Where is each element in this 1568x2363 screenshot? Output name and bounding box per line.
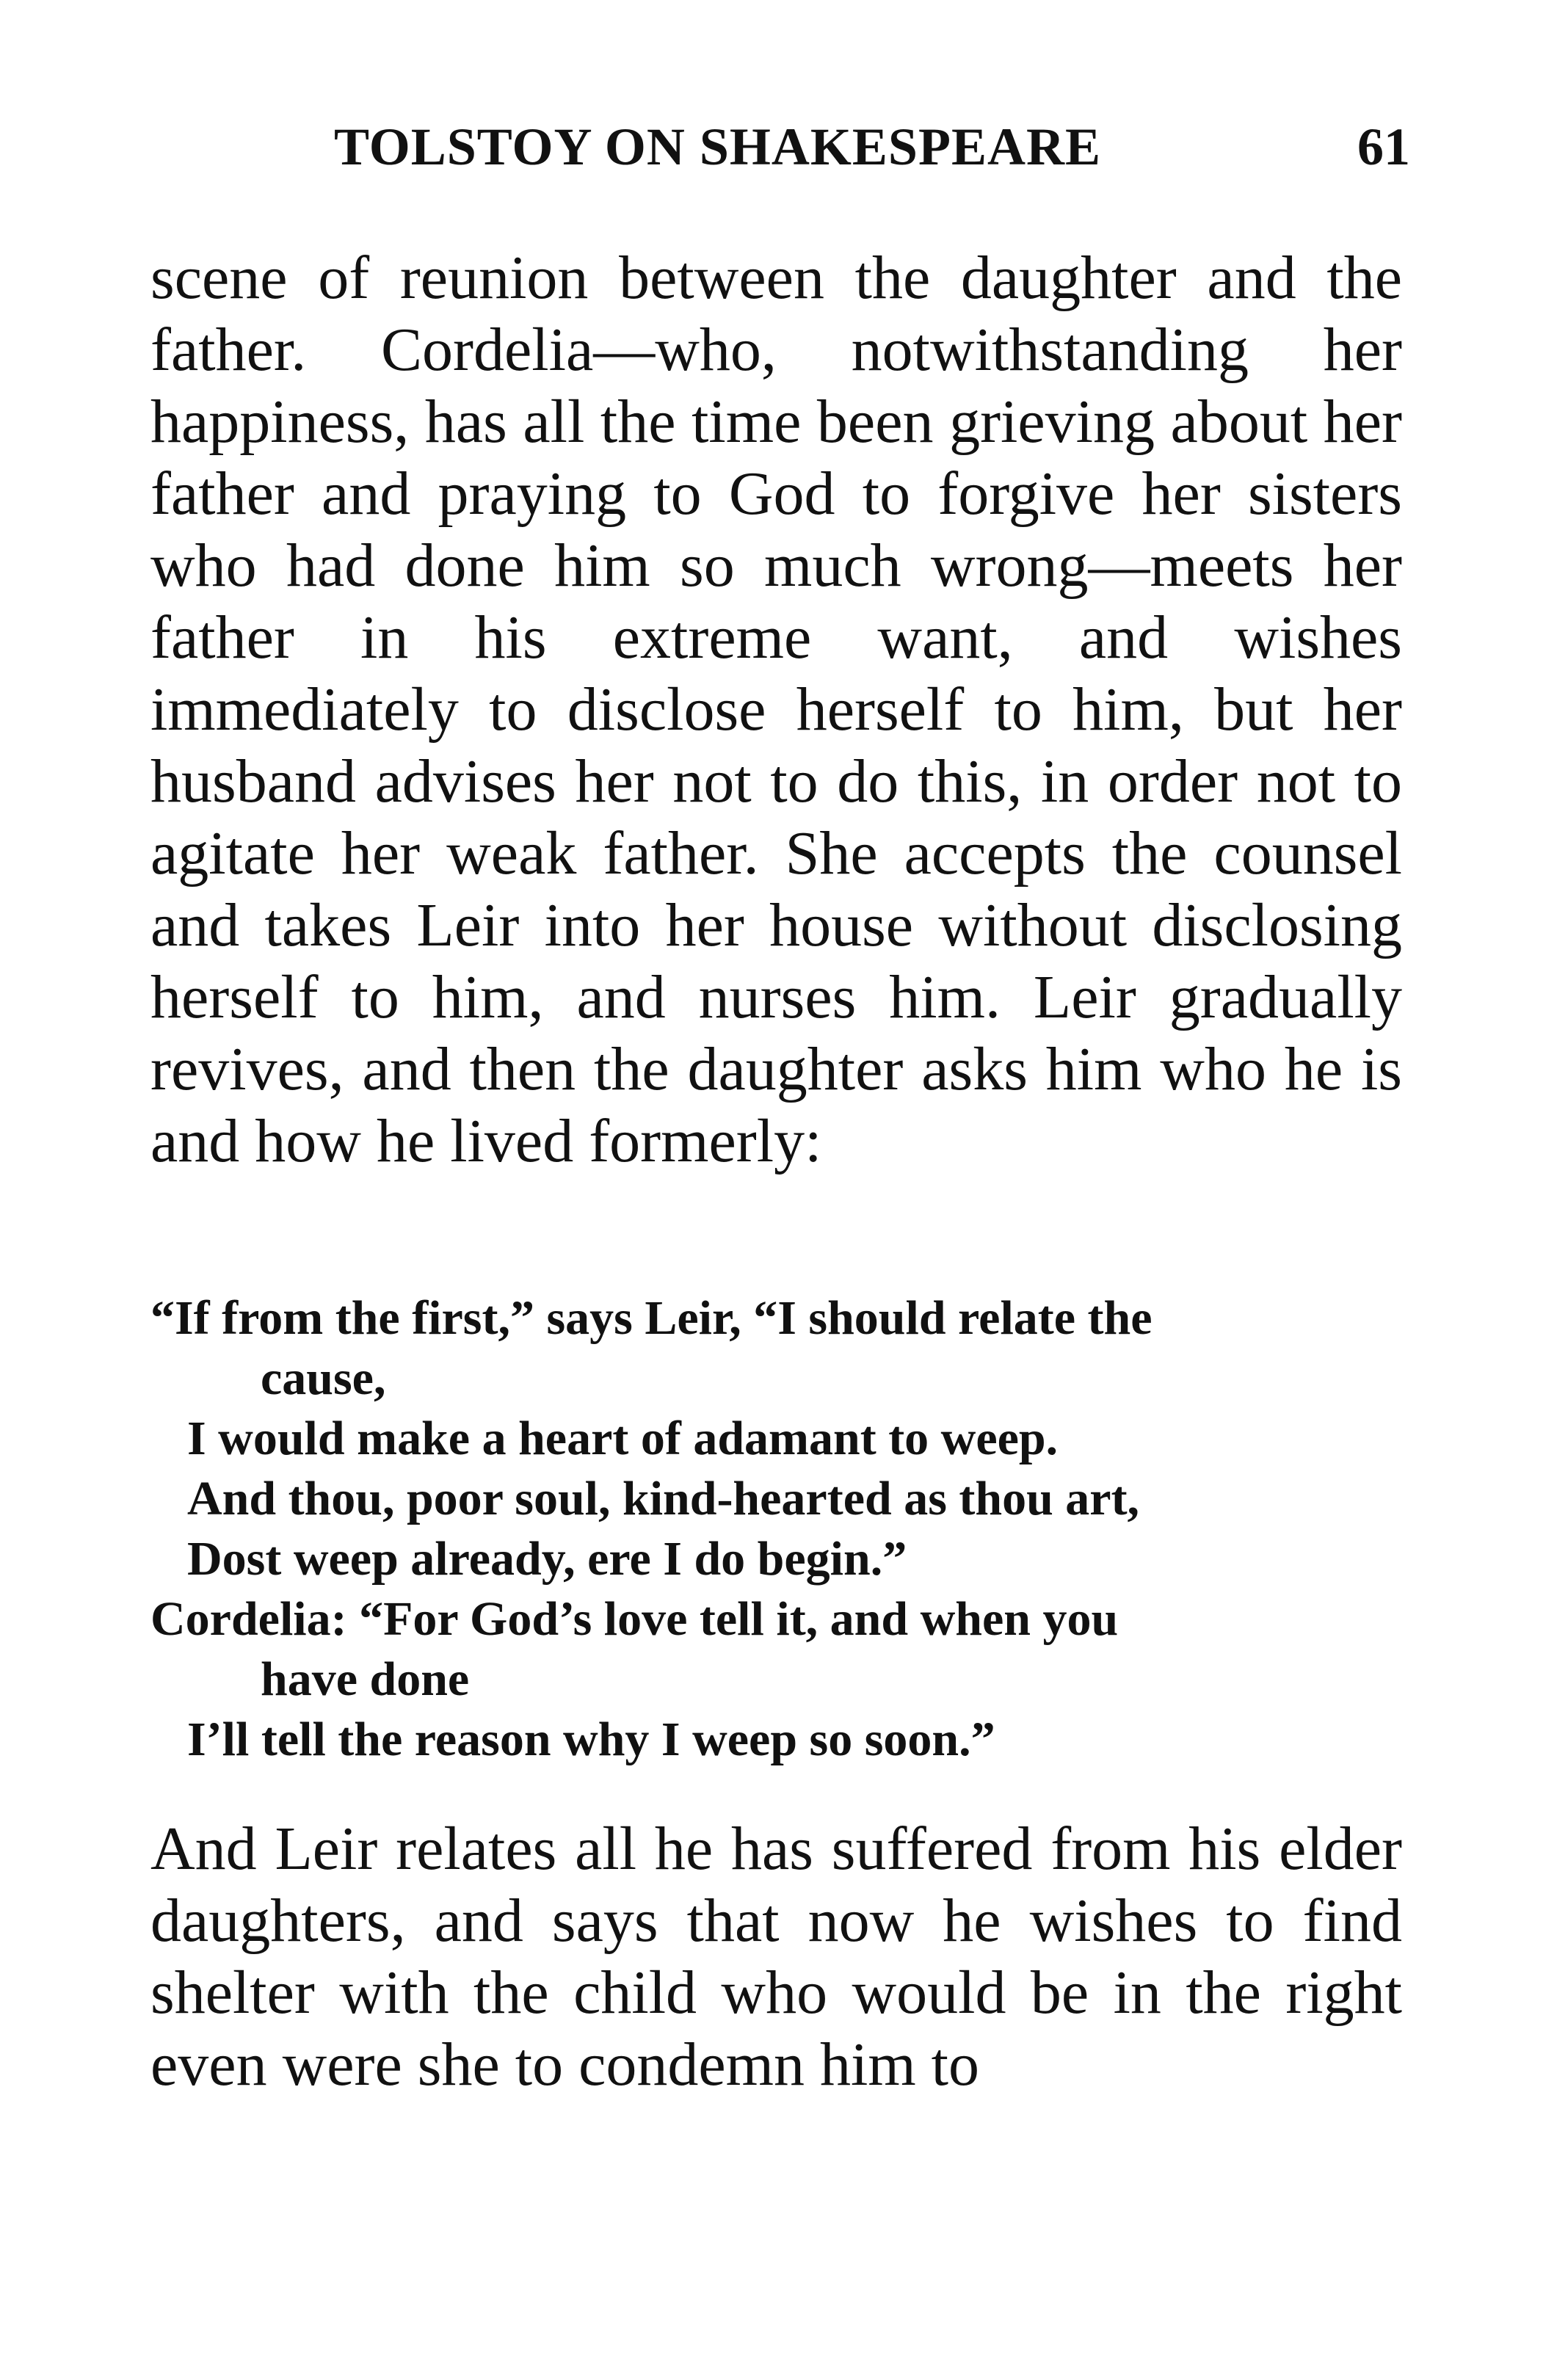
verse-line: Cordelia: “For God’s love tell it, and when you (150, 1592, 1119, 1646)
body-paragraph-1: scene of reunion between the daughter and the father. Cordelia—who, notwithstanding her happiness, has all the time been grieving about her father and praying to God to forgive her sisters who had done him so much wrong—meets her father in his extreme want, and wishes immediately to disclose herself to him, but her husband advises her not to do this, in order not to agitate her weak father. She accepts the counsel and takes Leir into her house without disclosing herself to him, and nurses him. Leir gradually revives, and then the daughter asks him who he is and how he lived formerly: (150, 244, 1402, 1175)
verse-line: I would make a heart of adamant to weep. (187, 1412, 1059, 1465)
running-title: TOLSTOY ON SHAKESPEARE (334, 117, 1101, 176)
verse-line: I’ll tell the reason why I weep so soon.” (187, 1713, 995, 1766)
verse-line: “If from the first,” says Leir, “I should relate the (150, 1291, 1153, 1345)
verse-quotation (150, 1288, 1402, 1770)
page-number: 61 (1357, 117, 1410, 176)
verse-line: Dost weep already, ere I do begin.” (187, 1532, 907, 1586)
verse-line: cause, (261, 1351, 386, 1405)
body-paragraph-2: And Leir relates all he has suffered from his elder daughters, and says that now he wishes to find shelter with the child who would be in the right even were she to condemn him to (150, 1815, 1402, 2099)
verse-line: have done (261, 1652, 470, 1706)
running-head (0, 110, 1568, 184)
verse-line: And thou, poor soul, kind-hearted as thou art, (187, 1472, 1140, 1525)
